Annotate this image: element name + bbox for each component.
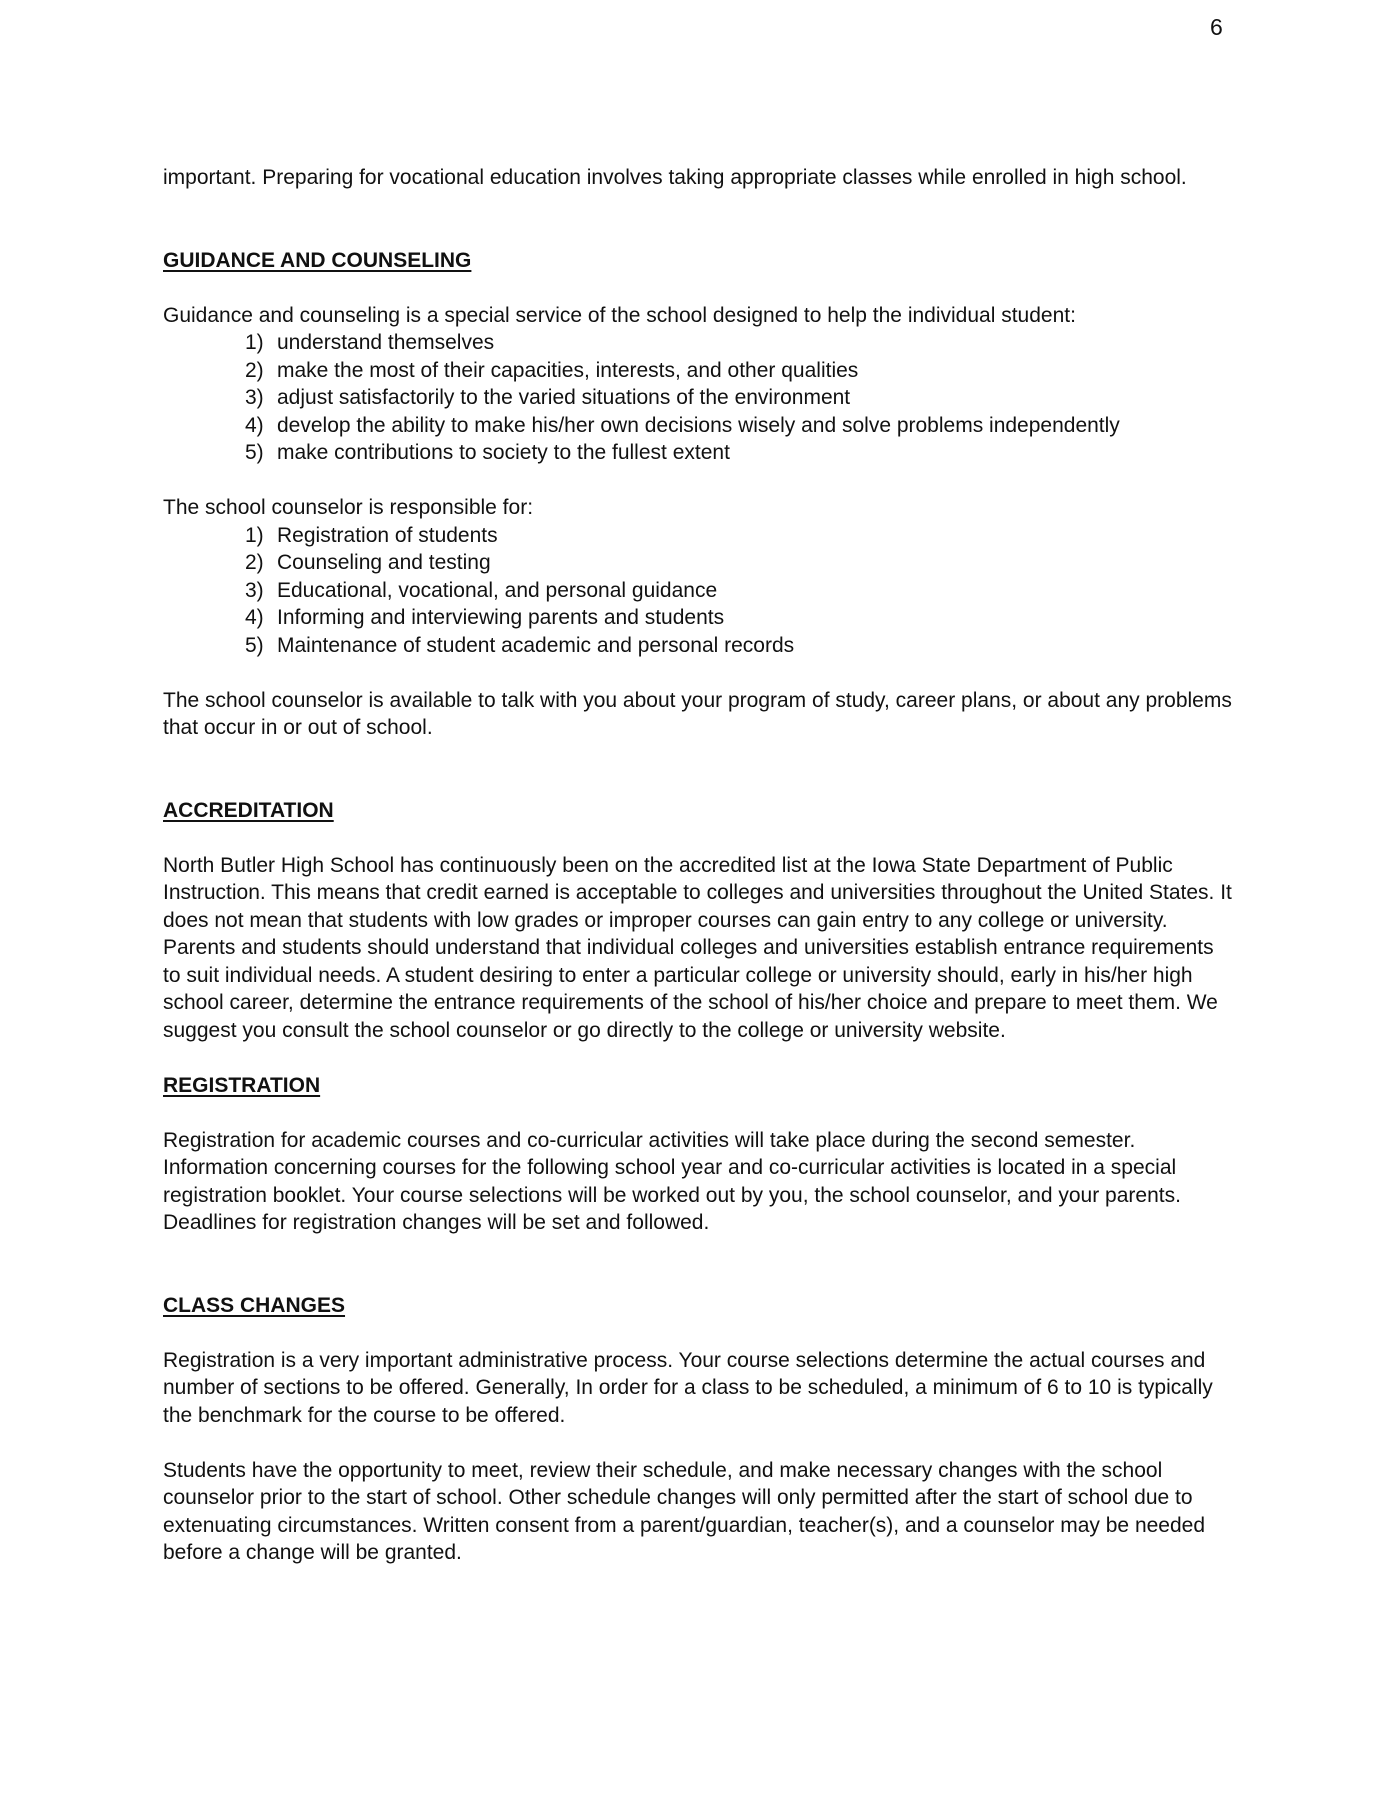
list-item: 5) Maintenance of student academic and personal records bbox=[245, 633, 795, 657]
list-item: 1) understand themselves bbox=[245, 331, 495, 354]
list-item: 3) adjust satisfactorily to the varied situations of the environment bbox=[245, 386, 851, 409]
list-item: 2) make the most of their capacities, interests, and other qualities bbox=[245, 358, 859, 382]
guidance-goals-list bbox=[163, 329, 1233, 467]
list-item: 3) Educational, vocational, and personal guidance bbox=[245, 578, 718, 602]
list-item: 2) Counseling and testing bbox=[245, 551, 491, 574]
list-item: 4) Informing and interviewing parents and students bbox=[245, 606, 725, 629]
list-item: 1) Registration of students bbox=[245, 523, 498, 547]
responsibilities-lead: The school counselor is responsible for: bbox=[163, 496, 534, 519]
list-item: 5) make contributions to society to the fullest extent bbox=[245, 441, 730, 464]
accreditation-paragraph: North Butler High School has continuously been on the accredited list at the Iowa State Department of Public Instruction. This means that credit earned is acceptable to colleges and universities throughout the United States. It does not mean that students with low grades or improper courses can gain entry to any college or university. Parents and students should understand that individual colleges and universities establish entrance requirements to suit individual needs. A student desiring to enter a particular college or university should, early in his/her high school career, determine the entrance requirements of the school of his/her choice and prepare to meet them. We suggest you consult the school counselor or go directly to the college or university website. bbox=[163, 853, 1232, 1042]
guidance-closing: The school counselor is available to talk with you about your program of study, career plans, or about any problems that occur in or out of school. bbox=[163, 688, 1232, 739]
section-heading-accreditation: ACCREDITATION bbox=[163, 798, 334, 822]
document-body bbox=[163, 164, 1233, 1567]
list-item: 4) develop the ability to make his/her own decisions wisely and solve problems independently bbox=[245, 413, 1120, 437]
counselor-responsibilities-list bbox=[163, 522, 1233, 660]
registration-paragraph: Registration for academic courses and co-curricular activities will take place during the second semester. Information concerning courses for the following school year and co-curricular activities is located in a special registration booklet. Your course selections will be worked out by you, the school counselor, and your parents. Deadlines for registration changes will be set and followed. bbox=[163, 1128, 1181, 1234]
intro-paragraph: important. Preparing for vocational education involves taking appropriate classes while enrolled in high school. bbox=[163, 166, 1187, 189]
page-number: 6 bbox=[1210, 14, 1223, 40]
class-changes-paragraph-1: Registration is a very important administrative process. Your course selections determine the actual courses and number of sections to be offered. Generally, In order for a class to be scheduled, a minimum of 6 to 10 is typically the benchmark for the course to be offered. bbox=[163, 1348, 1213, 1427]
section-heading-registration: REGISTRATION bbox=[163, 1073, 321, 1097]
section-heading-guidance: GUIDANCE AND COUNSELING bbox=[163, 248, 472, 272]
guidance-lead: Guidance and counseling is a special service of the school designed to help the individual student: bbox=[163, 303, 1076, 327]
section-heading-class-changes: CLASS CHANGES bbox=[163, 1293, 346, 1317]
class-changes-paragraph-2: Students have the opportunity to meet, review their schedule, and make necessary changes with the school counselor prior to the start of school. Other schedule changes will only permitted after the start of school due to extenuating circumstances. Written consent from a parent/guardian, teacher(s), and a counselor may be needed before a change will be granted. bbox=[163, 1458, 1206, 1564]
